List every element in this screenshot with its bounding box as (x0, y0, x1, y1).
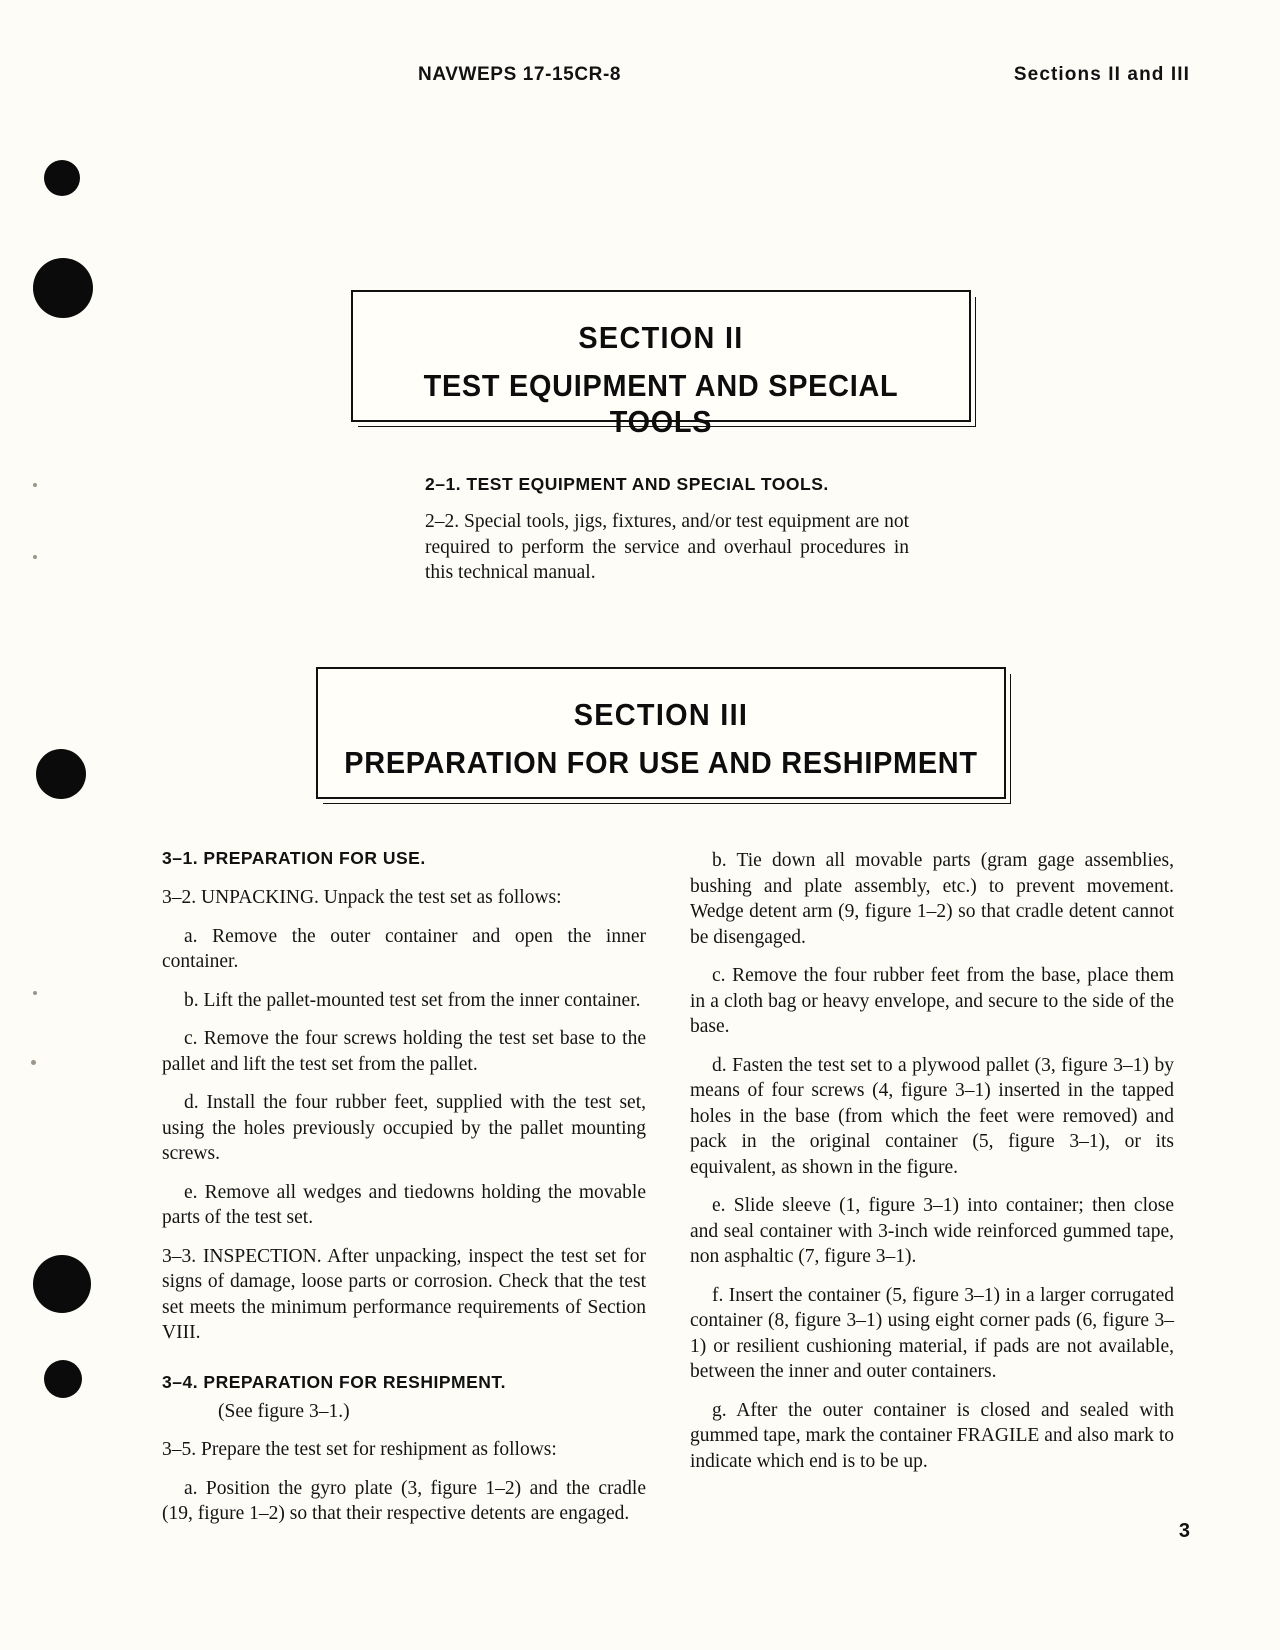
reship-item-g: g. After the outer container is closed and sealed with gummed tape, mark the container FRAGILE and also mark to indicate which end is to be up. (690, 1399, 1174, 1472)
reship-item-b: b. Tie down all movable parts (gram gage assemblies, bushing and plate assembly, etc.) to prevent movement. Wedge detent arm (9, figure 1–2) so that cradle detent cannot be disengaged. (690, 850, 1174, 948)
scan-speck (33, 991, 37, 995)
list-item-b: b. Lift the pallet-mounted test set from the inner container. (184, 989, 641, 1011)
paragraph-3-3: 3–3. INSPECTION. After unpacking, inspect the test set for signs of damage, loose parts or corrosion. Check that the test set meets the minimum performance requirements of Section VIII. (162, 1245, 646, 1343)
body-column-right (690, 848, 1174, 1487)
section-2-title: TEST EQUIPMENT AND SPECIAL TOOLS (423, 368, 899, 439)
page-number: 3 (1178, 1520, 1190, 1542)
paragraph-2-2: 2–2. Special tools, jigs, fixtures, and/or test equipment are not required to perform the service and overhaul procedures in this technical manual. (425, 511, 909, 583)
sections-label: Sections II and III (1013, 64, 1190, 85)
section-2-banner (351, 290, 971, 439)
body-column-left (162, 848, 646, 1540)
paragraph-3-2: 3–2. UNPACKING. Unpack the test set as follows: (162, 887, 562, 908)
list-item-c: c. Remove the four screws holding the test set base to the pallet and lift the test set from the pallet. (162, 1028, 646, 1075)
section-3-banner (316, 667, 1006, 799)
paragraph-3-5: 3–5. Prepare the test set for reshipment as follows: (162, 1439, 557, 1460)
punch-hole-artifact (44, 160, 80, 196)
reship-item-e: e. Slide sleeve (1, figure 3–1) into container; then close and seal container with 3-inch wide reinforced gummed tape, non asphaltic (7, figure 3–1). (690, 1195, 1174, 1267)
punch-hole-artifact (44, 1360, 82, 1398)
punch-hole-artifact (33, 1255, 91, 1313)
scan-speck (31, 1060, 36, 1065)
section-2-body (425, 474, 909, 598)
section-3-number: SECTION III (573, 697, 749, 732)
punch-hole-artifact (33, 258, 93, 318)
scan-speck (33, 555, 37, 559)
reship-item-c: c. Remove the four rubber feet from the base, place them in a cloth bag or heavy envelope, and secure to the side of the base. (690, 965, 1174, 1037)
heading-3-4-figure-note: (See figure 3–1.) (218, 1400, 350, 1422)
list-item-e: e. Remove all wedges and tiedowns holding the movable parts of the test set. (162, 1181, 646, 1228)
punch-hole-artifact (36, 749, 86, 799)
heading-3-1: 3–1. PREPARATION FOR USE. (162, 848, 426, 868)
section-2-number: SECTION II (578, 320, 744, 355)
heading-2-1: 2–1. TEST EQUIPMENT AND SPECIAL TOOLS. (425, 474, 829, 494)
reship-item-d: d. Fasten the test set to a plywood pallet (3, figure 3–1) by means of four screws (4, figure 3–1) inserted in the tapped holes in the base (from which the feet were removed) and pack in the original container (5, figure 3–1), or its equivalent, as shown in the figure. (690, 1054, 1174, 1178)
manual-identifier: NAVWEPS 17-15CR-8 (418, 64, 622, 85)
running-head (150, 64, 1190, 90)
heading-3-4: 3–4. PREPARATION FOR RESHIPMENT. (162, 1371, 507, 1392)
list-item-d: d. Install the four rubber feet, supplied with the test set, using the holes previously occupied by the pallet mounting screws. (162, 1092, 646, 1164)
list-item-a: a. Remove the outer container and open the inner container. (162, 925, 646, 972)
scan-speck (33, 483, 37, 487)
reship-item-a: a. Position the gyro plate (3, figure 1–2) and the cradle (19, figure 1–2) so that their respective detents are engaged. (162, 1477, 646, 1524)
reship-item-f: f. Insert the container (5, figure 3–1) in a larger corrugated container (8, figure 3–1) using eight corner pads (6, figure 3–1) or resilient cushioning material, if pads are not available, between the inner and outer containers. (690, 1284, 1174, 1382)
section-3-title: PREPARATION FOR USE AND RESHIPMENT (344, 745, 978, 780)
